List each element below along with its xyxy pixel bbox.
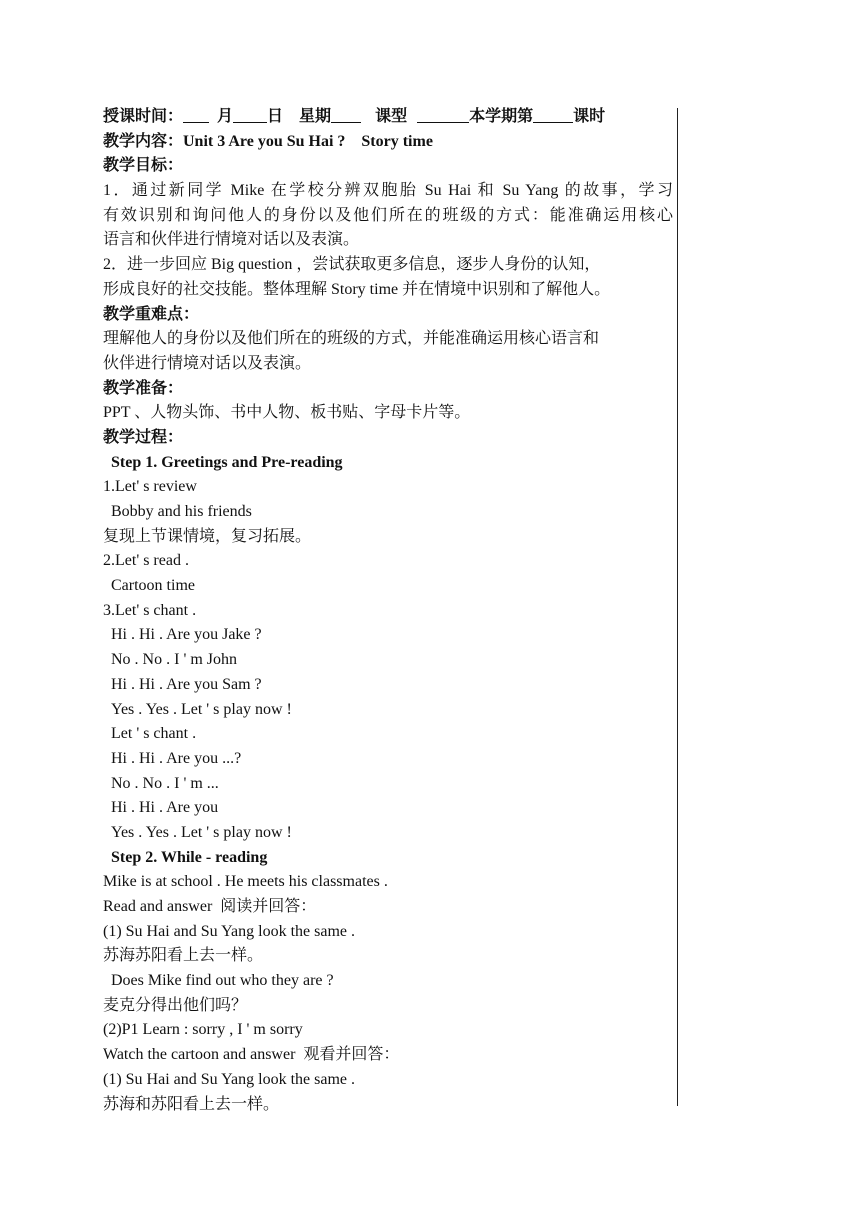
- step2-line: (1) Su Hai and Su Yang look the same .: [103, 1070, 355, 1088]
- day-label: 日: [267, 108, 284, 125]
- chant-line: Yes . Yes . Let ' s play now !: [111, 823, 292, 841]
- goals-heading: 教学目标：: [103, 157, 184, 175]
- key-points-heading: 教学重难点：: [103, 305, 200, 323]
- step1-line: 1.Let' s review: [103, 478, 197, 496]
- prep-heading: 教学准备：: [103, 379, 184, 397]
- step2-line: 苏海苏阳看上去一样。: [103, 947, 264, 965]
- chant-line: Hi . Hi . Are you ...?: [111, 749, 242, 767]
- month-label: 月: [217, 108, 234, 125]
- blank-field: [533, 106, 573, 123]
- type-label: 课型: [375, 108, 408, 125]
- chant-line: Yes . Yes . Let ' s play now !: [111, 700, 292, 718]
- lesson-plan: [103, 105, 673, 1117]
- blank-field: [233, 106, 267, 123]
- blank-field: [417, 106, 469, 123]
- chant-line: Hi . Hi . Are you Jake ?: [111, 626, 262, 644]
- chant-line: Hi . Hi . Are you: [111, 799, 219, 817]
- goal-line: 1．通过新同学 Mike 在学校分辨双胞胎 Su Hai 和 Su Yang 的故事，学习: [103, 182, 673, 200]
- step2-line: Watch the cartoon and answer 观看并回答：: [103, 1046, 400, 1064]
- step1-heading: Step 1. Greetings and Pre-reading: [111, 453, 343, 471]
- step2-line: Mike is at school . He meets his classmates .: [103, 873, 388, 891]
- step1-line: 3.Let' s chant .: [103, 601, 197, 619]
- step2-line: (2)P1 Learn : sorry , I ' m sorry: [103, 1021, 303, 1039]
- goal-line: 2．进一步回应 Big question ，尝试获取更多信息，逐步人身份的认知，: [103, 256, 601, 274]
- step2-line: Read and answer 阅读并回答：: [103, 898, 317, 915]
- blank-field: [331, 106, 361, 123]
- goal-line: 形成良好的社交技能。整体理解 Story time 并在情境中识别和了解他人。: [103, 280, 611, 298]
- step1-line: Cartoon time: [111, 577, 195, 595]
- blank-field: [183, 106, 209, 123]
- goal-line: 有效识别和询问他人的身份以及他们所在的班级的方式：能准确运用核心: [103, 206, 673, 224]
- weekday-label: 星期: [299, 108, 332, 125]
- key-point-line: 理解他人的身份以及他们所在的班级的方式，并能准确运用核心语言和: [103, 330, 600, 348]
- content-line: 教学内容：Unit 3 Are you Su Hai ? Story time: [103, 132, 433, 150]
- chant-line: Hi . Hi . Are you Sam ?: [111, 675, 262, 693]
- chant-line: No . No . I ' m John: [111, 651, 237, 669]
- prep-line: PPT 、人物头饰、书中人物、板书贴、字母卡片等。: [103, 404, 471, 422]
- chant-line: Let ' s chant .: [111, 725, 197, 743]
- date-label: 授课时间：: [103, 108, 184, 125]
- term-label: 本学期第: [469, 108, 534, 125]
- goal-line: 语言和伙伴进行情境对话以及表演。: [103, 231, 360, 249]
- step1-line: 2.Let' s read .: [103, 552, 189, 570]
- step2-heading: Step 2. While - reading: [111, 848, 268, 866]
- margin-rule: [677, 108, 678, 1106]
- step1-line: Bobby and his friends: [111, 503, 252, 520]
- period-label: 课时: [573, 108, 606, 125]
- step1-line: 复现上节课情境，复习拓展。: [103, 527, 312, 545]
- key-point-line: 伙伴进行情境对话以及表演。: [103, 354, 312, 372]
- step2-line: Does Mike find out who they are ?: [111, 972, 334, 990]
- schedule-header: [103, 105, 673, 130]
- chant-line: No . No . I ' m ...: [111, 774, 219, 792]
- step2-line: 麦克分得出他们吗？: [103, 996, 248, 1014]
- step2-line: 苏海和苏阳看上去一样。: [103, 1095, 280, 1113]
- process-heading: 教学过程：: [103, 428, 184, 446]
- step2-line: (1) Su Hai and Su Yang look the same .: [103, 922, 355, 940]
